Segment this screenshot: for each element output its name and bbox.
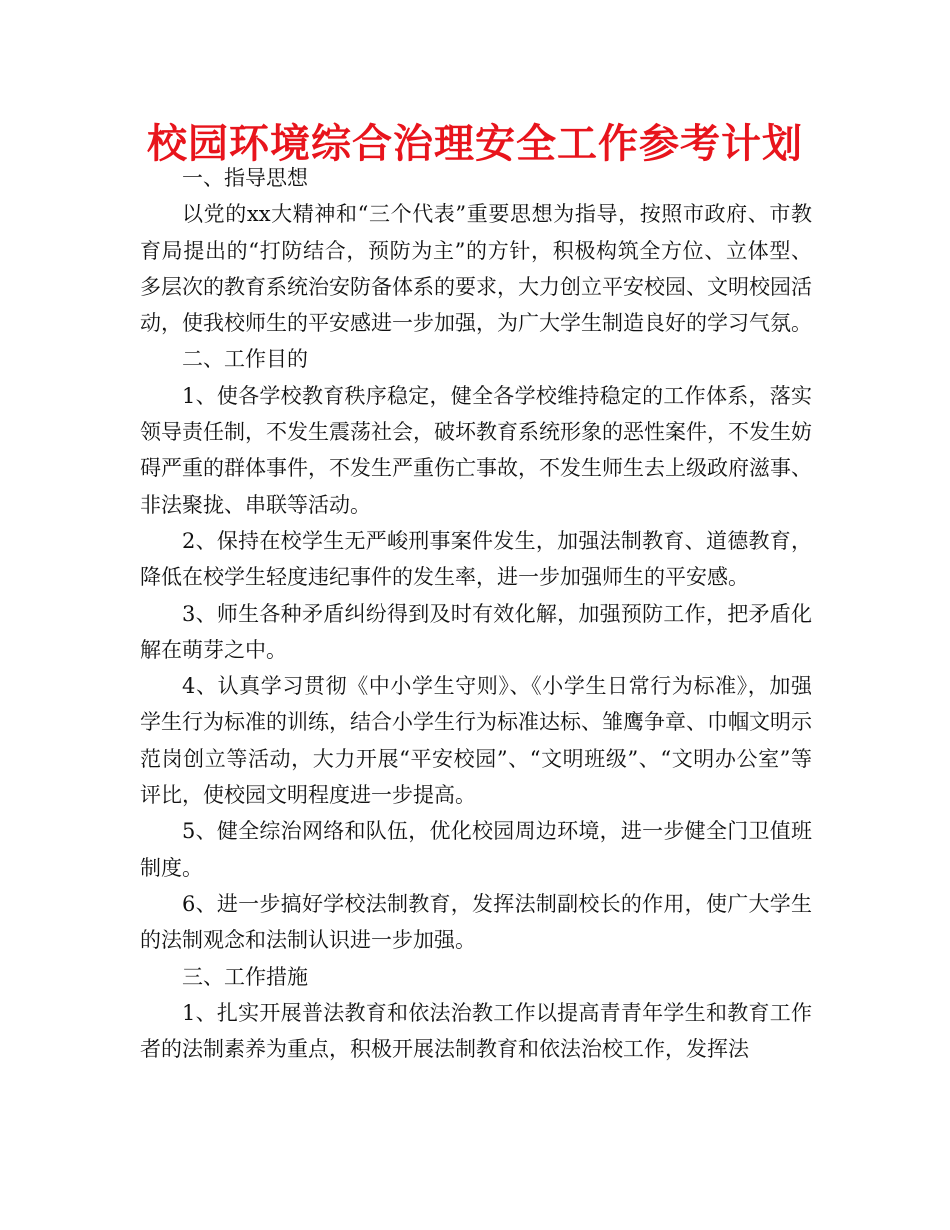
document-title: 校园环境综合治理安全工作参考计划 (147, 120, 803, 167)
paragraph-goal-5: 5、健全综治网络和队伍，优化校园周边环境，进一步健全门卫值班制度。 (140, 819, 812, 880)
paragraph-measure-1: 1、扎实开展普法教育和依法治教工作以提高青青年学生和教育工作者的法制素养为重点，积极开展法制教育和依法治校工作，发挥法 (140, 1000, 812, 1062)
section-heading-guiding-ideology: 一、指导思想 (182, 166, 308, 190)
paragraph-goal-2: 2、保持在校学生无严峻刑事案件发生，加强法制教育、道德教育，降低在校学生轻度违纪事件的发生率，进一步加强师生的平安感。 (140, 528, 812, 590)
section-heading-work-measures: 三、工作措施 (182, 964, 308, 989)
paragraph-goal-4: 4、认真学习贯彻《中小学生守则》、《小学生日常行为标准》，加强学生行为标准的训练，结合小学生行为标准达标、雏鹰争章、巾帼文明示范岗创立等活动，大力开展“平安校园”、“文明班级”、“文明办公室”等评比，使校园文明程度进一步提高。 (140, 674, 812, 808)
paragraph-guiding-ideology: 以党的xx大精神和“三个代表”重要思想为指导，按照市政府、市教育局提出的“打防结合，预防为主”的方针，积极构筑全方位、立体型、多层次的教育系统治安防备体系的要求，大力创立平安校园、文明校园活动，使我校师生的平安感进一步加强，为广大学生制造良好的学习气氛。 (140, 202, 812, 336)
section-heading-work-goals: 二、工作目的 (182, 347, 308, 372)
paragraph-goal-1: 1、使各学校教育秩序稳定，健全各学校维持稳定的工作体系，落实领导责任制，不发生震荡社会，破坏教育系统形象的恶性案件，不发生妨碍严重的群体事件，不发生严重伤亡事故，不发生师生去上级政府滋事、非法聚拢、串联等活动。 (140, 383, 812, 517)
paragraph-goal-3: 3、师生各种矛盾纠纷得到及时有效化解，加强预防工作，把矛盾化解在萌芽之中。 (140, 601, 812, 662)
paragraph-goal-6: 6、进一步搞好学校法制教育，发挥法制副校长的作用，使广大学生的法制观念和法制认识进一步加强。 (140, 891, 812, 953)
document-body (140, 160, 812, 1067)
